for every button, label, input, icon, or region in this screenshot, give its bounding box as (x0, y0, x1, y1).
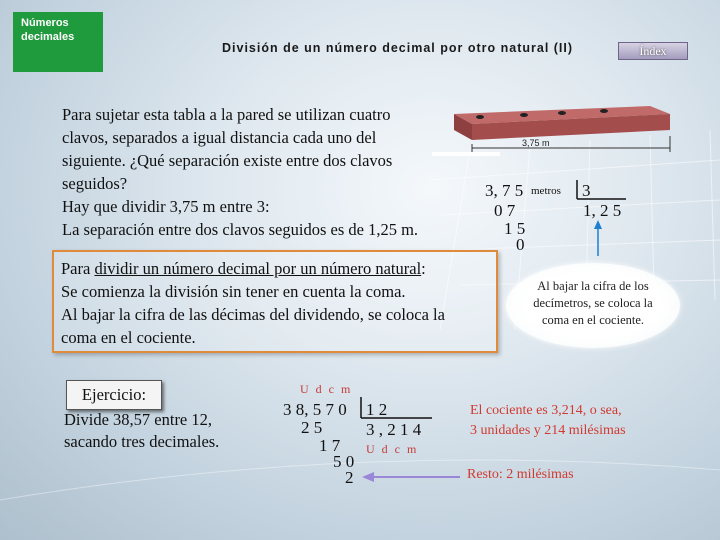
quotient-2: 3 , 2 1 4 (366, 420, 422, 439)
exercise-line: sacando tres decimales. (64, 432, 220, 451)
intro-line: clavos, separados a igual distancia cada uno del (62, 128, 377, 147)
final-remainder-1: 0 (516, 235, 525, 254)
partial-2-1: 2 5 (301, 418, 323, 437)
intro-line: Hay que dividir 3,75 m entre 3: (62, 197, 270, 216)
note-line: Al bajar la cifra de los (537, 279, 649, 293)
intro-line: siguiente. ¿Qué separación existe entre dos clavos (62, 151, 393, 170)
partial-2-3: 5 0 (333, 452, 355, 471)
result-line: El cociente es 3,214, o sea, (470, 403, 622, 418)
result-text (470, 401, 626, 441)
board-measure-label: 3,75 m (522, 138, 550, 148)
dividend-2: 3 8, 5 7 0 (283, 400, 347, 419)
divisor-1: 3 (582, 181, 591, 200)
rule-prefix: Para (61, 259, 95, 278)
quotient-1: 1, 2 5 (583, 201, 622, 220)
rule-suffix: : (421, 259, 426, 278)
result-line: 3 unidades y 214 milésimas (470, 423, 626, 438)
unit-label: metros (531, 185, 561, 197)
logo-line1: Números (21, 17, 69, 29)
partial-remainder-2: 1 5 (504, 219, 526, 238)
place-value-labels: U d c m (300, 382, 353, 396)
rule-line: coma en el cociente. (61, 328, 196, 347)
rule-emphasis: dividir un número decimal por un número natural (94, 259, 422, 278)
partial-2-2: 1 7 (319, 436, 341, 455)
note-line: coma en el cociente. (541, 313, 645, 327)
exercise-line: Divide 38,57 entre 12, (64, 410, 213, 429)
remainder-2: 2 (345, 468, 354, 487)
exercise-label: Ejercicio: (66, 380, 162, 410)
note-line: decímetros, se coloca la (533, 296, 653, 310)
rule-line: Se comienza la división sin tener en cuenta la coma. (61, 282, 406, 301)
intro-line: La separación entre dos clavos seguidos es de 1,25 m. (62, 220, 419, 239)
logo-line2: decimales (21, 31, 75, 43)
index-button[interactable]: Índex (618, 42, 688, 60)
page-title: División de un número decimal por otro natural (II) (222, 41, 574, 55)
quotient-place-labels: U d c m (366, 442, 419, 456)
dividend-1: 3, 7 5 (485, 181, 524, 200)
intro-line: Para sujetar esta tabla a la pared se utilizan cuatro (62, 105, 391, 124)
intro-line: seguidos? (62, 174, 128, 193)
partial-remainder-1: 0 7 (494, 201, 516, 220)
divisor-2: 1 2 (366, 400, 388, 419)
rule-line: Al bajar la cifra de las décimas del dividendo, se coloca la (61, 305, 445, 324)
remainder-text: Resto: 2 milésimas (467, 467, 574, 482)
